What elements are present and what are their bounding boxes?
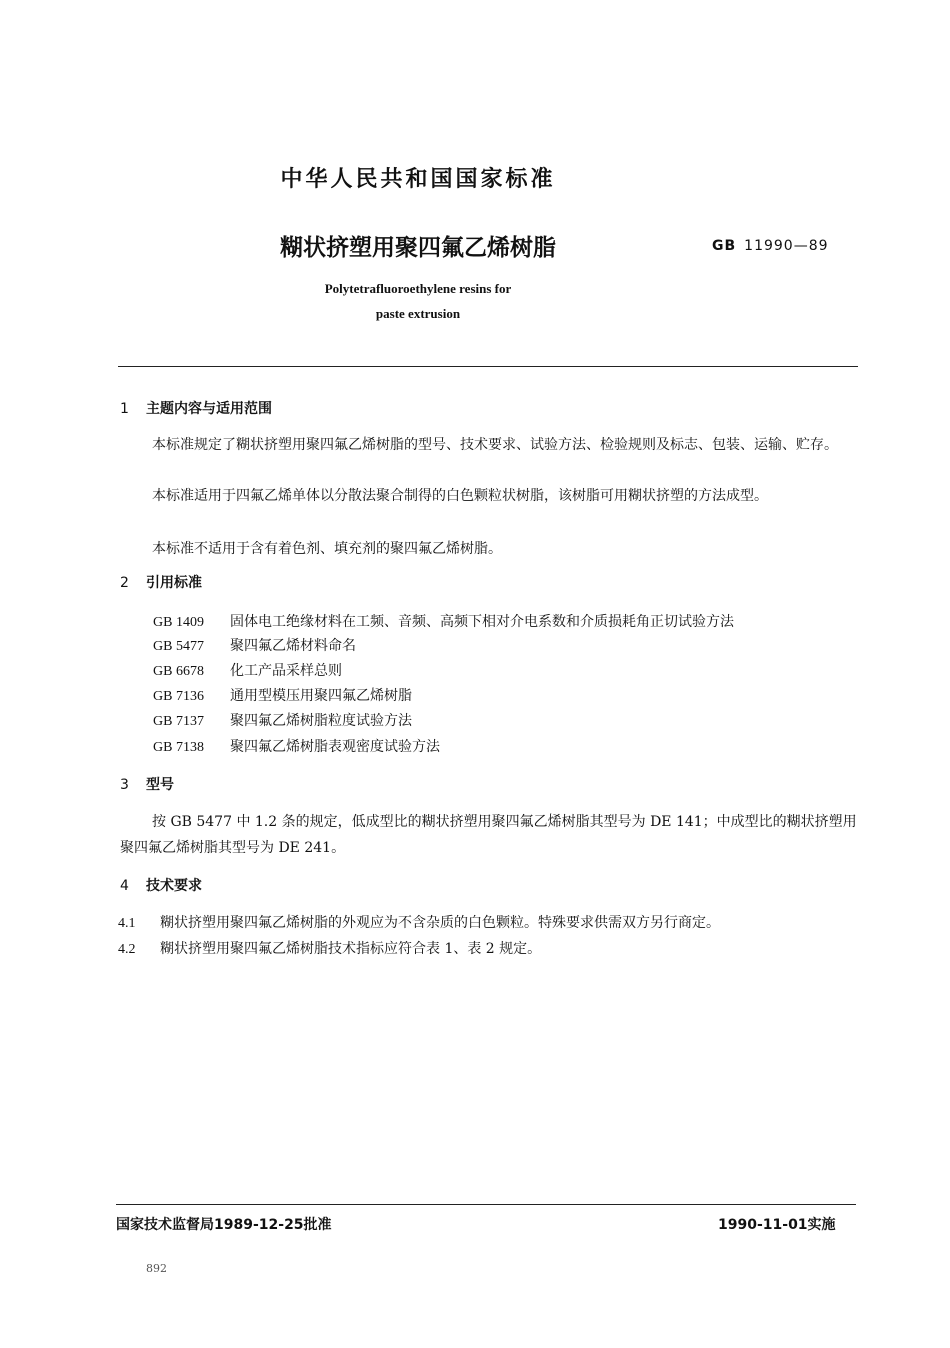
reference-code: GB 7137 bbox=[153, 714, 204, 729]
section-3-heading bbox=[120, 774, 174, 794]
reference-code: GB 7138 bbox=[153, 740, 204, 755]
reference-item bbox=[153, 710, 412, 730]
effective-date: 1990-11-01实施 bbox=[718, 1217, 836, 1233]
section-1-title: 主题内容与适用范围 bbox=[146, 401, 272, 417]
english-title-line2: paste extrusion bbox=[375, 306, 461, 321]
section-2-title: 引用标准 bbox=[146, 575, 202, 591]
reference-item bbox=[153, 660, 342, 680]
english-title-line1: Polytetrafluoroethylene resins for bbox=[324, 281, 512, 296]
section-1-paragraph-1: 本标准规定了糊状挤塑用聚四氟乙烯树脂的型号、技术要求、试验方法、检验规则及标志、包装、运输、贮存。 bbox=[152, 437, 838, 453]
reference-item bbox=[153, 611, 734, 631]
section-1-paragraph-2: 本标准适用于四氟乙烯单体以分散法聚合制得的白色颗粒状树脂，该树脂可用糊状挤塑的方法成型。 bbox=[152, 488, 768, 504]
reference-item bbox=[153, 635, 356, 655]
reference-item bbox=[153, 685, 412, 705]
national-standard-heading: 中华人民共和国国家标准 bbox=[280, 167, 556, 192]
reference-code: GB 1409 bbox=[153, 615, 204, 630]
header-divider bbox=[118, 366, 858, 367]
reference-code: GB 7136 bbox=[153, 689, 204, 704]
reference-title: 聚四氟乙烯树脂表观密度试验方法 bbox=[230, 739, 440, 755]
approval-info: 国家技术监督局1989-12-25批准 bbox=[116, 1217, 332, 1233]
clause-number: 4.2 bbox=[118, 942, 136, 957]
reference-code: GB 6678 bbox=[153, 664, 204, 679]
section-1-paragraph-3: 本标准不适用于含有着色剂、填充剂的聚四氟乙烯树脂。 bbox=[152, 541, 502, 557]
section-2-number: 2 bbox=[120, 575, 129, 591]
section-3-paragraph: 按 GB 5477 中 1.2 条的规定，低成型比的糊状挤塑用聚四氟乙烯树脂其型号为 DE 141；中成型比的糊状挤塑用聚四氟乙烯树脂其型号为 DE 241。 bbox=[120, 814, 857, 856]
section-3-title: 型号 bbox=[146, 777, 174, 793]
reference-title: 聚四氟乙烯树脂粒度试验方法 bbox=[230, 713, 412, 729]
page-number: 892 bbox=[146, 1262, 167, 1275]
clause-4-2 bbox=[118, 938, 541, 958]
standard-code bbox=[712, 238, 829, 254]
reference-item bbox=[153, 736, 440, 756]
clause-number: 4.1 bbox=[118, 916, 136, 931]
standard-number: 11990—89 bbox=[744, 238, 829, 254]
clause-text: 糊状挤塑用聚四氟乙烯树脂技术指标应符合表 1、表 2 规定。 bbox=[160, 941, 542, 957]
section-3-number: 3 bbox=[120, 777, 129, 793]
reference-title: 化工产品采样总则 bbox=[230, 663, 342, 679]
section-1-heading bbox=[120, 398, 272, 418]
document-title: 糊状挤塑用聚四氟乙烯树脂 bbox=[280, 235, 556, 261]
section-2-heading bbox=[120, 572, 202, 592]
reference-title: 固体电工绝缘材料在工频、音频、高频下相对介电系数和介质损耗角正切试验方法 bbox=[230, 614, 734, 630]
reference-code: GB 5477 bbox=[153, 639, 204, 654]
section-4-number: 4 bbox=[120, 878, 129, 894]
section-4-heading bbox=[120, 875, 202, 895]
standard-prefix: GB bbox=[712, 238, 737, 254]
section-4-title: 技术要求 bbox=[146, 878, 202, 894]
section-1-number: 1 bbox=[120, 401, 129, 417]
clause-text: 糊状挤塑用聚四氟乙烯树脂的外观应为不含杂质的白色颗粒。特殊要求供需双方另行商定。 bbox=[160, 915, 720, 931]
reference-title: 通用型模压用聚四氟乙烯树脂 bbox=[230, 688, 412, 704]
clause-4-1 bbox=[118, 912, 720, 932]
footer-divider bbox=[116, 1204, 856, 1205]
reference-title: 聚四氟乙烯材料命名 bbox=[230, 638, 356, 654]
